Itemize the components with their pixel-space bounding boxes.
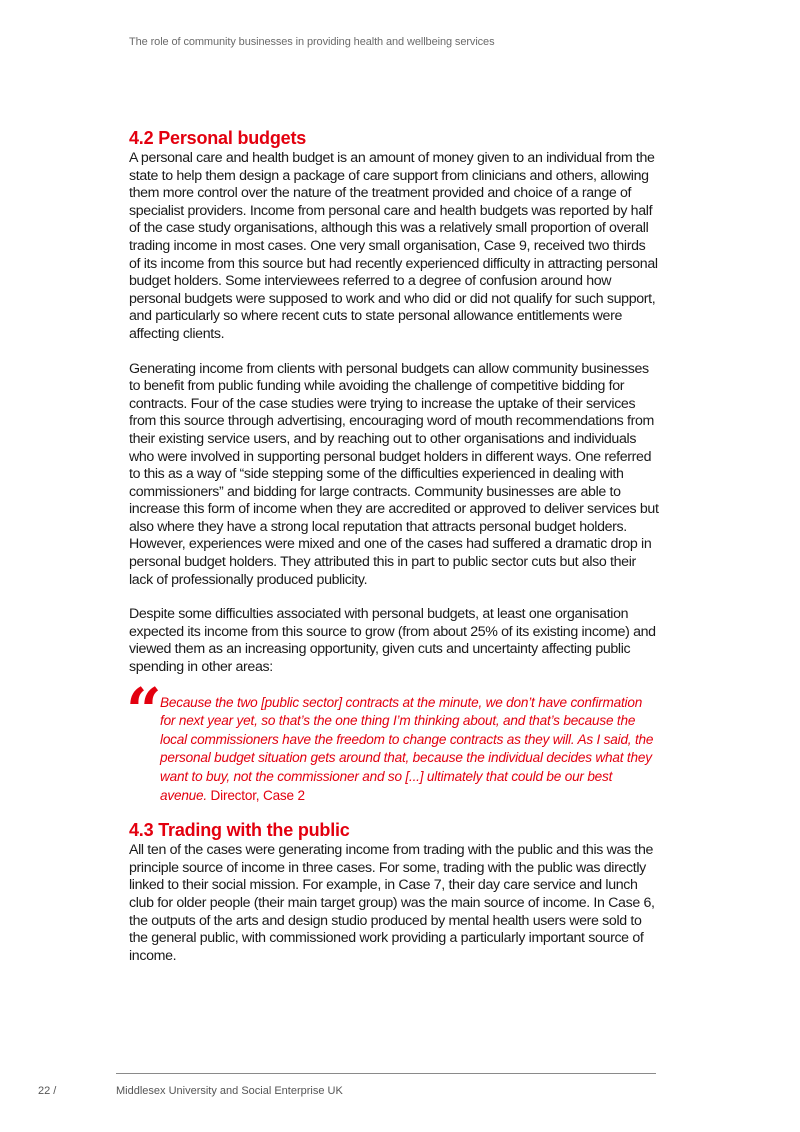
footer-divider [116, 1073, 656, 1074]
section-heading-4-3: 4.3 Trading with the public [129, 820, 350, 841]
page-number: 22 / [38, 1085, 57, 1097]
paragraph: Generating income from clients with personal budgets can allow community businesses to benefit from public funding while avoiding the challenge of competitive bidding for contracts. Four of the case studies were trying to increase the uptake of their services from this source through advertising, encouraging word of mouth recommendations from their existing service users, and by reaching out to other organisations and individuals who were involved in supporting personal budget holders in different ways. One referred to this as a way of “side stepping some of the difficulties experienced in dealing with commissioners” and bidding for large contracts. Community businesses are able to increase this form of income when they are accredited or approved to deliver services but also where they have a strong local reputation that attracts personal budget holders. However, experiences were mixed and one of the cases had suffered a dramatic drop in personal budget holders. They attributed this in part to public sector cuts but also their lack of professionally produced publicity. [129, 360, 659, 588]
quote-text [160, 694, 659, 806]
quote-attribution: Director, Case 2 [206, 787, 305, 803]
pull-quote [126, 673, 659, 806]
section-heading-4-2: 4.2 Personal budgets [129, 128, 307, 148]
paragraph: A personal care and health budget is an amount of money given to an individual from the state to help them design a package of care support from clinicians and others, allowing them more control over the nature of the treatment provided and choice of a range of specialist providers. Income from personal care and health budgets was reported by half of the case study organisations, although this was a relatively small proportion of overall trading income in most cases. One very small organisation, Case 9, received two thirds of its income from this source but had recently experienced difficulty in attracting personal budget holders. Some interviewees referred to a degree of confusion around how personal budgets were supposed to work and who did or did not qualify for such support, and particularly so where recent cuts to state personal allowance entitlements were affecting clients. [129, 150, 658, 342]
running-header: The role of community businesses in providing health and wellbeing services [129, 36, 495, 48]
page-content [126, 126, 659, 965]
footer-organisation: Middlesex University and Social Enterprise UK [116, 1085, 343, 1097]
paragraph: Despite some difficulties associated with personal budgets, at least one organisation expected its income from this source to grow (from about 25% of its existing income) and viewed them as an increasing opportunity, given cuts and uncertainty affecting public spending in other areas: [129, 606, 656, 676]
paragraph: All ten of the cases were generating income from trading with the public and this was the principle source of income in three cases. For some, trading with the public was directly linked to their social mission. For example, in Case 7, their day care service and lunch club for older people (their main target group) was the main source of income. In Case 6, the outputs of the arts and design studio produced by mental health users were sold to the general public, with commissioned work providing a particularly important source of income. [129, 842, 655, 964]
quote-body: Because the two [public sector] contracts at the minute, we don’t have confirmation for next year yet, so that’s the one thing I’m thinking about, and that’s because the local commissioners have the freedom to change contracts as they will. As I said, the personal budget situation gets around that, because the individual decides what they want to buy, not the commissioner and so [...] ultimately that could be our best avenue. [160, 694, 654, 803]
quote-mark-icon: “ [126, 673, 162, 747]
